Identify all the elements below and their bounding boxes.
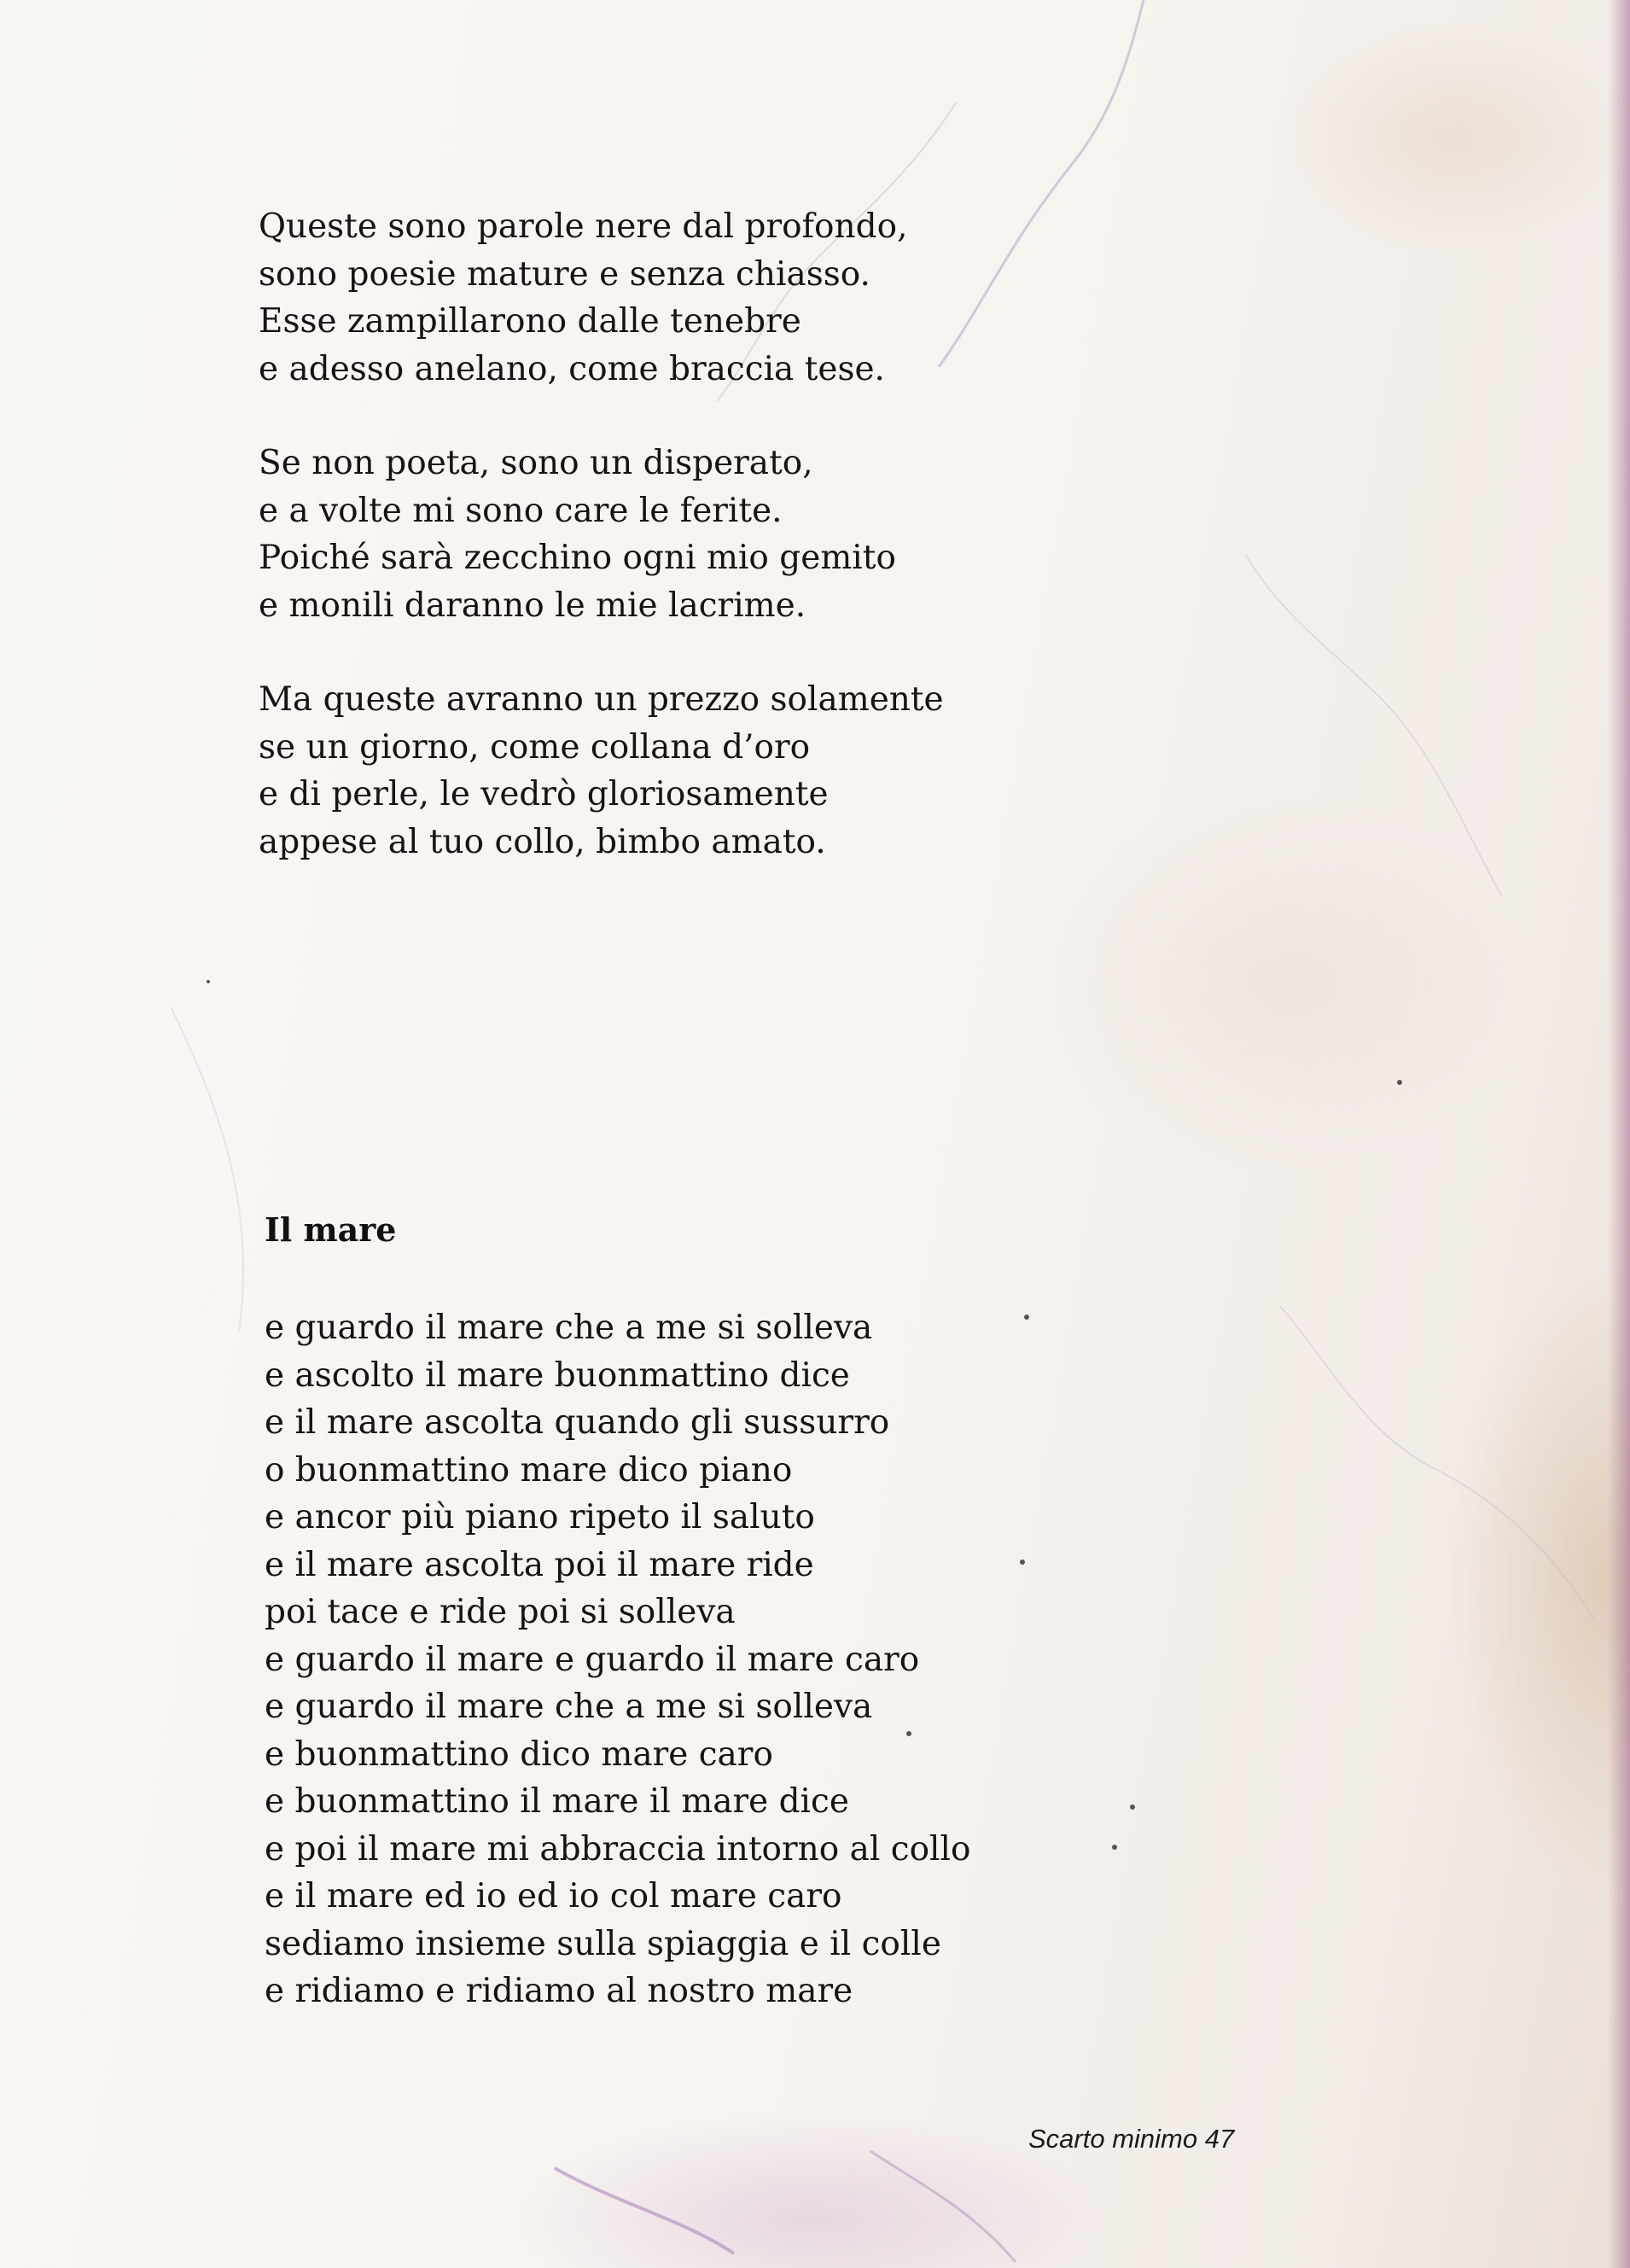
speck [1397,1080,1402,1085]
poem-line: e guardo il mare e guardo il mare caro [265,1640,920,1679]
poem-line: o buonmattino mare dico piano [265,1450,793,1490]
poem-line: Poiché sarà zecchino ogni mio gemito [259,539,896,577]
poem-line: Se non poeta, sono un disperato, [259,444,813,482]
marble-vein [870,2151,1016,2262]
poem-line: Queste sono parole nere dal profondo, [259,207,908,246]
poem-il-mare [265,1304,970,2015]
poem-line: Esse zampillarono dalle tenebre [259,302,801,341]
poem-line: e il mare ascolta quando gli sussurro [265,1403,890,1442]
page-footer: Scarto minimo 47 [1028,2124,1235,2154]
marble-vein [1280,1306,1596,1622]
poem-line: e buonmattino dico mare caro [265,1735,773,1774]
speck [1112,1845,1117,1850]
poem-untitled [259,203,944,866]
stanza [259,203,944,393]
poem-line: se un giorno, come collana d’oro [259,727,811,767]
poem-line: sono poesie mature e senza chiasso. [259,254,870,294]
speck [1020,1560,1025,1565]
speck [1130,1804,1135,1810]
poem-line: e a volte mi sono care le ferite. [259,491,783,530]
poem-line: e monili daranno le mie lacrime. [259,586,806,625]
poem-line: e guardo il mare che a me si solleva [265,1688,873,1726]
poem-line: sediamo insieme sulla spiaggia e il colle [265,1924,941,1963]
page-edge-shadow [1608,0,1630,2268]
speck [1024,1315,1029,1320]
poem-line: e ridiamo e ridiamo al nostro mare [265,1972,853,2010]
marble-vein [171,1007,243,1332]
poem-line: Ma queste avranno un prezzo solamente [259,680,944,719]
poem-line: e buonmattino il mare il mare dice [265,1782,849,1821]
marble-vein [555,2168,734,2253]
stanza [259,440,944,629]
poem-line: e il mare ed io ed io col mare caro [265,1877,842,1915]
poem-title: Il mare [265,1210,397,1249]
stanza [259,676,944,866]
poem-line: e ancor più piano ripeto il saluto [265,1498,815,1536]
poem-line: poi tace e ride poi si solleva [265,1593,736,1631]
speck [207,980,210,983]
poem-line: e ascolto il mare buonmattino dice [265,1356,850,1395]
poem-line: appese al tuo collo, bimbo amato. [259,822,826,861]
poem-line: e adesso anelano, come braccia tese. [259,349,885,388]
poem-line: e il mare ascolta poi il mare ride [265,1545,814,1584]
marble-vein [939,0,1144,367]
marble-vein [1246,555,1502,896]
poem-line: e di perle, le vedrò gloriosamente [259,775,829,813]
poem-line: e guardo il mare che a me si solleva [265,1309,873,1347]
poem-line: e poi il mare mi abbraccia intorno al collo [265,1829,971,1869]
